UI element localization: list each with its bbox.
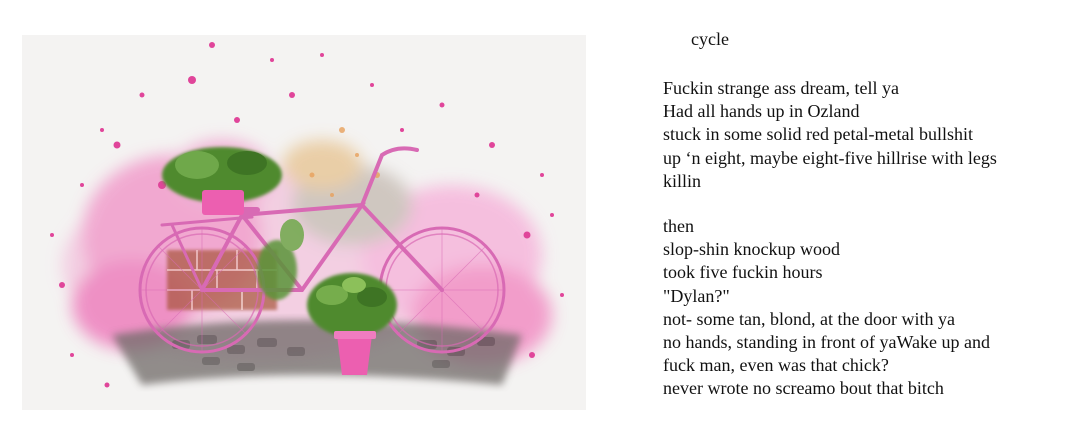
poem-line: never wrote no screamo bout that bitch bbox=[663, 378, 944, 399]
poem-line: no hands, standing in front of yaWake up and bbox=[663, 332, 990, 353]
poem-line: stuck in some solid red petal-metal bullshit bbox=[663, 124, 973, 145]
poem-line: Fuckin strange ass dream, tell ya bbox=[663, 78, 899, 98]
poem-line: then bbox=[663, 216, 694, 236]
poem-line: fuck man, even was that chick? bbox=[663, 355, 889, 376]
poem-line: "Dylan?" bbox=[663, 285, 730, 306]
bicycle-watercolor-illustration bbox=[22, 35, 586, 410]
poem-line: not- some tan, blond, at the door with ya bbox=[663, 308, 955, 329]
poem-line: took five fuckin hours bbox=[663, 262, 823, 283]
poem-stanza-1 bbox=[663, 77, 997, 193]
poem-stanza-2 bbox=[663, 215, 990, 401]
poem-title: cycle bbox=[691, 29, 729, 49]
poem-line: killin bbox=[663, 170, 702, 191]
poem-line: Had all hands up in Ozland bbox=[663, 101, 860, 122]
cobblestone-ground bbox=[112, 320, 522, 385]
poem-line: slop-shin knockup wood bbox=[663, 239, 840, 260]
poem-line: up ‘n eight, maybe eight-five hillrise with legs bbox=[663, 147, 997, 168]
